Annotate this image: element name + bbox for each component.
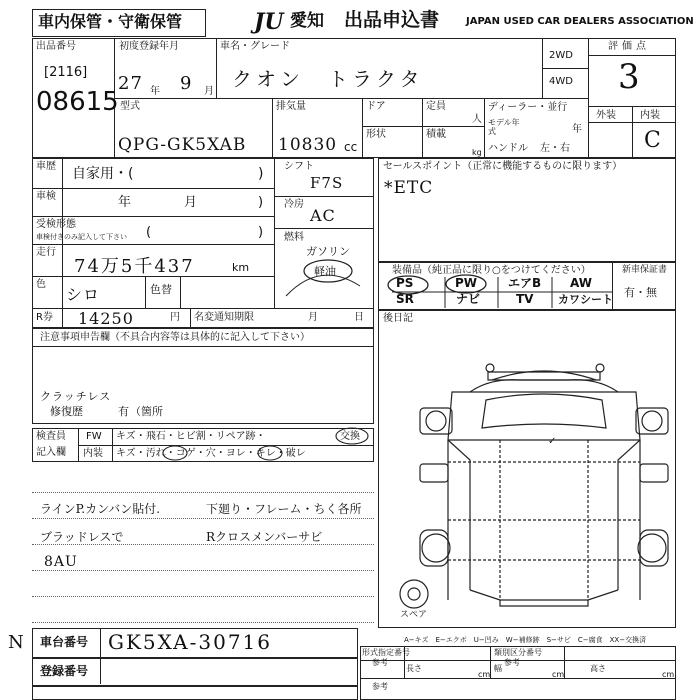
model: QPG-GK5XAB <box>118 135 247 155</box>
spec-ref: 参考 <box>372 658 388 667</box>
comment-5: Rクロスメンバーサビ <box>206 530 323 544</box>
equip-pw: PW <box>455 276 478 290</box>
mileage-unit: km <box>232 261 250 274</box>
warranty-label: 新車保証書 <box>622 265 668 275</box>
shift-label: シフト <box>284 161 314 172</box>
inspection-label: 車検 <box>36 191 56 202</box>
comment-3: 8AU <box>44 554 78 570</box>
handle-label: ハンドル <box>488 143 528 154</box>
model-year-suffix: 年 <box>572 124 582 135</box>
notice-label: 名変通知期限 <box>194 312 254 323</box>
drive-2wd: 2WD <box>549 50 573 61</box>
handle-values: 左・右 <box>540 143 570 154</box>
form-title: 出品申込書 <box>344 9 440 31</box>
r-value: 14250 <box>78 309 134 328</box>
notes-label: 注意事項申告欄（不具合内容等は具体的に記入して下さい） <box>40 332 310 343</box>
ju-logo: JU <box>254 9 284 35</box>
length-cm: cm <box>478 670 491 679</box>
equip-aw: AW <box>570 276 592 290</box>
recv-sub: 車検付きのみ記入して下さい <box>36 233 127 241</box>
interior-grade: C <box>644 128 662 153</box>
listing-number-label: 出品番号 <box>36 41 76 52</box>
notice-month: 月 <box>308 312 318 323</box>
year-unit: 年 <box>150 86 160 97</box>
exterior-label: 外装 <box>596 110 616 121</box>
storage-label: 車内保管・守衛保管 <box>38 12 183 31</box>
inspection-year: 年 <box>118 195 132 210</box>
inspection-close: ) <box>258 195 264 210</box>
month-unit: 月 <box>204 86 214 97</box>
inspector-label2: 記入欄 <box>36 447 66 458</box>
notice-day: 日 <box>354 312 364 323</box>
fuel-diesel: 軽油 <box>314 265 336 278</box>
color-no-label: 色替 <box>150 283 172 296</box>
svg-text:✓: ✓ <box>548 436 557 447</box>
inspection-month: 月 <box>184 195 198 210</box>
notes-handwritten: クラッチレス <box>40 390 112 403</box>
history-label: 車歴 <box>36 161 56 172</box>
equip-navi: ナビ <box>456 292 481 306</box>
comment-1: ラインP.カンバン貼付. <box>40 502 161 516</box>
chassis-mark: N <box>8 632 25 653</box>
reg-year-label: 初度登録年月 <box>119 41 179 52</box>
equip-ps: PS <box>396 276 414 290</box>
class-label: 類別区分番号 <box>494 648 542 657</box>
inspector-int: 内装 <box>83 448 103 459</box>
equip-tv: TV <box>516 292 534 306</box>
score: 3 <box>618 57 641 97</box>
recv-label: 受検形態 <box>36 219 76 230</box>
car-name-label: 車名・グレード <box>220 41 290 52</box>
drive-4wd: 4WD <box>549 76 573 87</box>
listing-number-small: [2116] <box>44 65 88 80</box>
model-label: 型式 <box>120 101 140 112</box>
repair-label: 修復歴 <box>50 405 83 418</box>
chassis-label: 車台番号 <box>40 635 89 649</box>
repair-value: 有 <box>118 405 129 418</box>
inspector-int-text: キズ・汚れ・コゲ・穴・ヨレ・キレ・破レ <box>116 448 306 459</box>
inspector-label1: 検査員 <box>36 431 66 442</box>
later-notes-label: 後日記 <box>383 313 413 324</box>
spec-label: 形式指定番号 <box>362 648 410 657</box>
ac-value: AC <box>310 206 336 225</box>
bottom-ref: 参考 <box>372 682 388 691</box>
reg-month: 9 <box>180 73 193 94</box>
yen-unit: 円 <box>170 312 180 323</box>
shape-label: 形状 <box>366 129 386 140</box>
displacement-label: 排気量 <box>276 101 306 112</box>
width-label: 幅 <box>494 664 502 673</box>
car-name: クオン トラクタ <box>232 67 424 91</box>
displacement: 10830 <box>278 135 338 155</box>
recv-open: ( <box>146 225 152 240</box>
reg-year: 27 <box>118 73 143 94</box>
height-label: 高さ <box>590 664 606 673</box>
history-value: 自家用・( <box>72 166 134 182</box>
sales-point-label: セールスポイント（正常に機能するものに限ります） <box>383 161 623 172</box>
history-close: ) <box>258 166 264 182</box>
capacity-label: 定員 <box>426 101 446 112</box>
displacement-unit: cc <box>344 140 358 154</box>
class-ref: 参考 <box>504 658 520 667</box>
equip-airbag: エアB <box>508 276 542 290</box>
bottom-strip <box>32 686 358 700</box>
equip-sr: SR <box>396 292 414 306</box>
inspector-fw-text: キズ・飛石・ヒビ割・リペア跡・ <box>116 431 266 442</box>
chassis-value: GK5XA-30716 <box>108 630 272 654</box>
association-jp: 愛知 <box>290 11 324 31</box>
warranty-values: 有・無 <box>624 286 657 299</box>
equip-seat: カワシート <box>558 293 613 306</box>
interior-label: 内装 <box>640 110 660 121</box>
association-en: JAPAN USED CAR DEALERS ASSOCIATION <box>466 16 694 27</box>
color-label: 色 <box>36 279 46 290</box>
diagram-legend: A−キズ E−エクボ U−凹み W−補修跡 S−サビ C−腐食 XX−交換済 <box>404 636 647 644</box>
mileage: 74万5千437 <box>74 256 195 277</box>
comment-2: ブラッドレスで <box>40 530 124 544</box>
comment-4: 下廻り・フレーム・ちく各所 <box>206 502 362 516</box>
spare-label: スペア <box>400 610 428 620</box>
score-label: 評価点 <box>608 41 650 52</box>
inspector-fw-circled: 交換 <box>340 431 360 442</box>
width-cm: cm <box>552 670 565 679</box>
model-year-label: モデル年式 <box>488 118 520 136</box>
listing-number: 08615 <box>36 87 119 117</box>
ac-label: 冷房 <box>284 199 304 210</box>
shift-value: F7S <box>310 174 344 192</box>
repair-suffix: （箇所 <box>130 405 163 418</box>
dealer-label: ディーラー・並行 <box>488 102 568 113</box>
fuel-gasoline: ガソリン <box>306 245 350 258</box>
inspector-fw: FW <box>86 431 102 442</box>
mileage-label: 走行 <box>36 247 56 258</box>
sales-point-value: *ETC <box>384 178 434 198</box>
height-cm: cm <box>662 670 675 679</box>
recv-close: ) <box>258 225 264 240</box>
doors-label: ドア <box>366 101 386 112</box>
color-value: シロ <box>66 285 101 304</box>
length-label: 長さ <box>406 664 422 673</box>
r-label: R券 <box>36 312 53 323</box>
loading-label: 積載 <box>426 129 446 140</box>
capacity-unit: 人 <box>472 114 482 125</box>
fuel-label: 燃料 <box>284 232 304 243</box>
reg-label: 登録番号 <box>40 664 89 678</box>
loading-unit: kg <box>472 148 482 157</box>
equipment-label: 装備品（純正品に限り○をつけてください） <box>392 265 591 276</box>
